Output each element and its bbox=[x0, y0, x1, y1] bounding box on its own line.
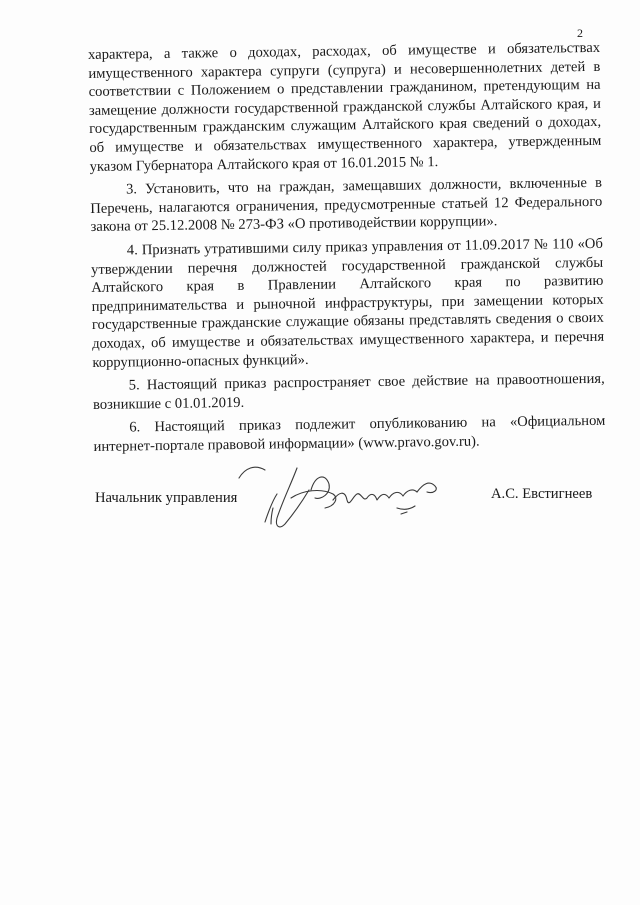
signature-block bbox=[95, 470, 605, 540]
paragraph-continuation: характера, а также о доходах, расходах, об имуществе и обязательствах имущественного характера супруги (супруга) и несовершеннолетних детей в соответствии с Положением о представлении гражданином, претендующим на замещение должности государственной гражданской службы Алтайского края, и государственным гражданским служащим Алтайского края сведений о доходах, об имуществе и обязательствах имущественного характера, утвержденным указом Губернатора Алтайского края от 16.01.2015 № 1. bbox=[88, 39, 602, 175]
signatory-name: А.С. Евстигнеев bbox=[491, 486, 593, 502]
paragraph-6: 6. Настоящий приказ подлежит опубликованию на «Официальном интернет-портале правовой информации» (www.pravo.gov.ru). bbox=[93, 413, 606, 455]
paragraph-3: 3. Установить, что на граждан, замещавших должности, включенные в Перечень, налагаются ограничения, предусмотренные статьей 12 Федерального закона от 25.12.2008 № 273-ФЗ «О противодействии коррупции». bbox=[90, 174, 603, 236]
paragraph-4: 4. Признать утратившими силу приказ управления от 11.09.2017 № 110 «Об утверждении перечня должностей государственной гражданской службы Алтайского края в Правлении Алтайского края по развитию предпринимательства и рыночной инфраструктуры, при замещении которых государственные гражданские служащие обязаны представлять сведения о своих доходах, об имуществе и обязательствах имущественного характера, и перечня коррупционно-опасных функций». bbox=[91, 235, 605, 371]
handwritten-signature bbox=[225, 450, 475, 540]
document-body bbox=[88, 39, 606, 457]
page-number: 2 bbox=[577, 26, 583, 40]
paragraph-5: 5. Настоящий приказ распространяет свое действие на правоотношения, возникшие с 01.01.2019. bbox=[92, 370, 605, 413]
signatory-position: Начальник управления bbox=[95, 490, 238, 506]
